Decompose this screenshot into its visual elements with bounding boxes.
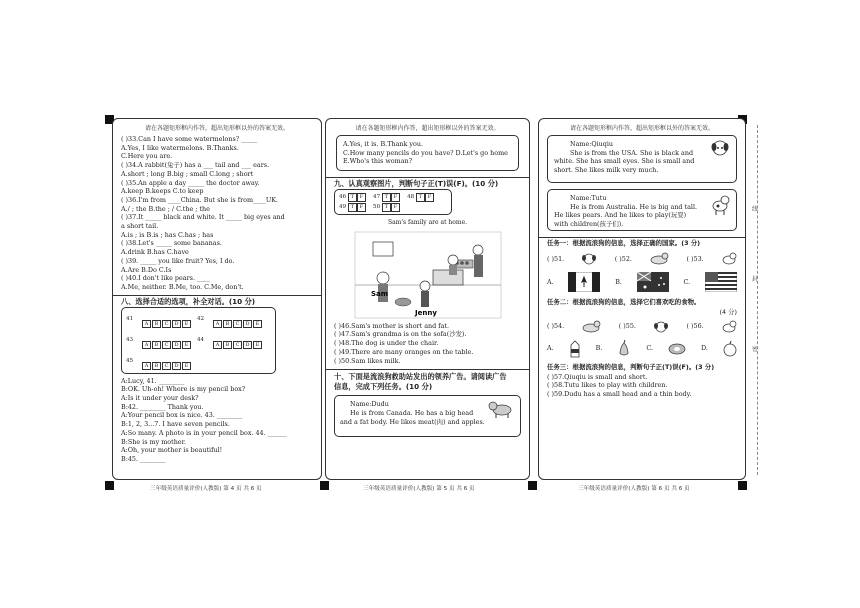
question-line: ( )36.I'm from ____China. But she is from____UK. bbox=[121, 195, 279, 204]
dog bbox=[395, 298, 411, 306]
option-box[interactable]: B bbox=[223, 320, 232, 328]
question-line: ( )38.Let's _____ some bananas. bbox=[121, 239, 222, 248]
picture-caption: Sam's family are at home. bbox=[387, 219, 468, 226]
dialogue-line: B:45. ________ bbox=[121, 454, 166, 463]
question-line: A.Me, neither. B.Me, too. C.Me, don't. bbox=[121, 282, 244, 291]
dialogue-line: B:She is my mother. bbox=[121, 437, 186, 446]
answer-row: 41 A B C D E 42 A B C D E bbox=[125, 309, 264, 330]
option-box[interactable]: D bbox=[172, 341, 181, 349]
orange bbox=[465, 261, 469, 265]
dialogue-options-box: A.Yes, it is. B.Thank you. C.How many pencils do you have? D.Let's go home E.Who's this woman? bbox=[336, 135, 519, 171]
label-sam: Sam bbox=[370, 289, 388, 298]
dialogue-line: B:1, 2, 3...7. I have seven pencils. bbox=[121, 420, 230, 429]
option-box[interactable]: B bbox=[152, 341, 161, 349]
page-5 bbox=[325, 118, 530, 480]
statement-line: ( )48.The dog is under the chair. bbox=[334, 339, 439, 348]
adoption-ad-dudu: Name:Dudu He is from Canada. He has a big head and a fat body. He likes meat(肉) and apples. bbox=[334, 395, 521, 437]
option-box[interactable]: B bbox=[152, 320, 161, 328]
window bbox=[373, 242, 393, 256]
dog-icon bbox=[488, 400, 516, 422]
true-box[interactable]: T bbox=[348, 193, 357, 202]
statement-line: ( )57.Qiuqiu is small and short. bbox=[547, 372, 648, 381]
australia-flag-icon bbox=[637, 272, 669, 292]
dog-icon bbox=[721, 252, 737, 266]
canada-flag-icon bbox=[568, 272, 600, 292]
statement-line: ( )59.Dudu has a small head and a thin body. bbox=[547, 390, 692, 399]
option-box[interactable]: E bbox=[182, 320, 191, 328]
tf-answer-grid bbox=[334, 189, 452, 215]
statement-line: ( )58.Tutu likes to play with children. bbox=[547, 381, 668, 390]
option-box[interactable]: D bbox=[172, 320, 181, 328]
statement-line: ( )50.Sam likes milk. bbox=[334, 356, 401, 365]
registration-mark bbox=[738, 481, 747, 490]
apple-icon bbox=[723, 341, 737, 357]
option-box[interactable]: D bbox=[172, 362, 181, 370]
dog-icon bbox=[581, 252, 597, 266]
page-footer: 三年级英语质量评价(人教版) 第 4 页 共 6 页 bbox=[150, 486, 262, 492]
answer-row: 45 A B C D E bbox=[125, 351, 264, 372]
dog-icon bbox=[721, 320, 737, 334]
pear-icon bbox=[617, 340, 631, 358]
question-line: ( )35.An apple a day _____ the doctor away. bbox=[121, 178, 260, 187]
question-line: A.Are B.Do C.Is bbox=[121, 265, 172, 274]
question-line: a short tail. bbox=[121, 222, 159, 231]
section-8-title: 八、选择合适的选项，补全对话。(10 分) bbox=[121, 296, 256, 306]
binding-margin: 线 封 密 bbox=[752, 206, 759, 353]
meat-icon bbox=[668, 342, 686, 356]
option-box[interactable]: B bbox=[223, 341, 232, 349]
binding-line bbox=[757, 125, 758, 475]
false-box[interactable]: F bbox=[391, 193, 400, 202]
mother-head bbox=[473, 245, 483, 255]
task-3-title: 任务三：根据流浪狗的信息，判断句子正(T)误(F)。(3 分) bbox=[547, 362, 715, 371]
milk-carton-icon bbox=[569, 340, 581, 358]
option-box[interactable]: A bbox=[142, 320, 151, 328]
task-2-title: 任务二：根据流浪狗的信息，选择它们喜欢吃的食物。 bbox=[547, 298, 701, 306]
option-box[interactable]: E bbox=[253, 341, 262, 349]
page-6: 请在各题矩形框内作答，超出矩形框以外的答案无效。 Name:Qiuqiu She is from the USA. She is black and white. She has small eyes. She is small and short. She likes milk very much. Name:Tutu He is from Australia. He is big and tall. He likes pears. And he likes to play(玩耍) with children(孩子们). 任务一：根据流浪狗的信息，选择正确的国家。(3 分) ( )51. ( )52. ( )53. A. B. C. 任务二：根据流浪狗的信息，选择它们喜欢吃的食物。 (4 分) ( )54. ( )55. ( )56. A. B. C. D. 任务三：根据流浪狗的信息，判断句子正(T)误(F)。(3 分) ( )57.Qiuqiu is small and short. ( )58.Tutu likes to play with children. ( )59.Dudu has a small head and a thin body. bbox=[538, 118, 746, 480]
adoption-ad-tutu: Name:Tutu He is from Australia. He is big and tall. He likes pears. And he likes to play(玩耍) with children(孩子们). bbox=[547, 189, 737, 231]
header-note: 请在各题矩形框内作答，超出矩形框以外的答案无效。 bbox=[569, 125, 714, 132]
question-line: C.Here you are. bbox=[121, 152, 173, 161]
option-box[interactable]: C bbox=[162, 341, 171, 349]
question-line: A.Yes, I like watermelons. B.Thanks. bbox=[121, 143, 239, 152]
dialogue-line: B:OK. Uh-oh! Where is my pencil box? bbox=[121, 385, 246, 394]
section-10-title: 十、下面是流浪狗救助站发出的领养广告。请阅读广告 bbox=[334, 372, 507, 382]
registration-mark bbox=[320, 481, 329, 490]
statement-line: ( )46.Sam's mother is short and fat. bbox=[334, 321, 450, 330]
option-box[interactable]: A bbox=[142, 362, 151, 370]
option-box[interactable]: C bbox=[162, 320, 171, 328]
question-line: A./ ; the B.the ; / C.the ; the bbox=[121, 204, 210, 213]
option-box[interactable]: C bbox=[233, 341, 242, 349]
header-note: 请在各题矩形框内作答，超出矩形框以外的答案无效。 bbox=[355, 125, 500, 132]
option-box[interactable]: B bbox=[152, 362, 161, 370]
family-picture bbox=[353, 230, 503, 320]
false-box[interactable]: F bbox=[357, 203, 366, 212]
question-line: A.drink B.has C.have bbox=[121, 248, 189, 257]
option-box[interactable]: E bbox=[182, 362, 191, 370]
option-box[interactable]: C bbox=[233, 320, 242, 328]
registration-mark bbox=[528, 481, 537, 490]
question-line: ( )34.A rabbit(兔子) has a ___ tail and ___ ears. bbox=[121, 161, 270, 170]
option-box[interactable]: E bbox=[253, 320, 262, 328]
option-box[interactable]: A bbox=[142, 341, 151, 349]
option-box[interactable]: C bbox=[162, 362, 171, 370]
usa-flag-icon bbox=[705, 272, 737, 292]
jenny-body bbox=[421, 291, 429, 307]
dialogue-line: A:Your pencil box is nice. 43. ________ bbox=[121, 411, 243, 420]
false-box[interactable]: F bbox=[391, 203, 400, 212]
true-box[interactable]: T bbox=[382, 193, 391, 202]
tf-row: 46 T F 47 T F 48 T F bbox=[339, 192, 447, 202]
label-jenny: Jenny bbox=[414, 308, 437, 317]
mother-body bbox=[474, 255, 483, 277]
option-box[interactable]: D bbox=[243, 341, 252, 349]
statement-line: ( )49.There are many oranges on the table. bbox=[334, 347, 474, 356]
option-box[interactable]: A bbox=[213, 320, 222, 328]
answer-row: 43 A B C D E 44 A B C D E bbox=[125, 330, 264, 351]
true-box[interactable]: T bbox=[348, 203, 357, 212]
dog-icon bbox=[649, 252, 669, 266]
dog-icon bbox=[581, 320, 601, 334]
dialogue-line: A:So many. A photo is in your pencil box. 44. ______ bbox=[121, 428, 287, 437]
dialogue-line: B:42. ________ Thank you. bbox=[121, 402, 204, 411]
question-line: A.short ; long B.big ; small C.long ; short bbox=[121, 169, 254, 178]
section-10-title-2: 信息，完成下列任务。(10 分) bbox=[334, 382, 433, 392]
answer-grid bbox=[121, 307, 276, 374]
header-note: 请在各题矩形框内作答，超出矩形框以外的答案无效。 bbox=[144, 125, 289, 132]
statement-line: ( )47.Sam's grandma is on the sofa(沙发). bbox=[334, 330, 467, 339]
grandma-body bbox=[449, 265, 457, 275]
true-box[interactable]: T bbox=[416, 193, 425, 202]
sofa bbox=[433, 270, 463, 285]
false-box[interactable]: F bbox=[425, 193, 434, 202]
orange bbox=[460, 261, 464, 265]
tf-row: 49 T F 50 T F bbox=[339, 202, 447, 212]
dog-icon bbox=[709, 140, 731, 164]
sam-head bbox=[377, 272, 389, 284]
section-9-title: 九、认真观察图片，判断句子正(T)误(F)。(10 分) bbox=[334, 179, 499, 188]
page-footer: 三年级英语质量评价(人教版) 第 5 页 共 6 页 bbox=[363, 486, 475, 492]
registration-mark bbox=[105, 481, 114, 490]
option-box[interactable]: A bbox=[213, 341, 222, 349]
question-line: ( )37.It _____ black and white. It _____ big eyes and bbox=[121, 213, 285, 222]
jenny-head bbox=[420, 281, 430, 291]
dialogue-line: A:Oh, your mother is beautiful! bbox=[121, 446, 223, 455]
page-footer: 三年级英语质量评价(人教版) 第 6 页 共 6 页 bbox=[578, 486, 690, 492]
dog-icon bbox=[653, 320, 669, 334]
option-box[interactable]: D bbox=[243, 320, 252, 328]
question-line: ( )39. _____ you like fruit? Yes, I do. bbox=[121, 256, 235, 265]
false-box[interactable]: F bbox=[357, 193, 366, 202]
page-4 bbox=[112, 118, 322, 480]
true-box[interactable]: T bbox=[382, 203, 391, 212]
question-line: ( )40.I don't like pears. ____ bbox=[121, 274, 210, 283]
dialogue-line: A:Lucy, 41. ________ bbox=[121, 376, 185, 385]
grandma-head bbox=[448, 255, 458, 265]
question-line: A.is ; is B.is ; has C.has ; has bbox=[121, 230, 214, 239]
question-line: A.keep B.keeps C.to keep bbox=[121, 187, 204, 196]
option-box[interactable]: E bbox=[182, 341, 191, 349]
question-line: ( )33.Can I have some watermelons? _____ bbox=[121, 135, 258, 143]
task-1-title: 任务一：根据流浪狗的信息，选择正确的国家。(3 分) bbox=[547, 239, 701, 247]
dialogue-line: A:Is it under your desk? bbox=[121, 394, 199, 403]
dog-icon bbox=[709, 194, 731, 220]
adoption-ad-qiuqiu: Name:Qiuqiu She is from the USA. She is black and white. She has small eyes. She is small and short. She likes milk very much. bbox=[547, 135, 737, 183]
